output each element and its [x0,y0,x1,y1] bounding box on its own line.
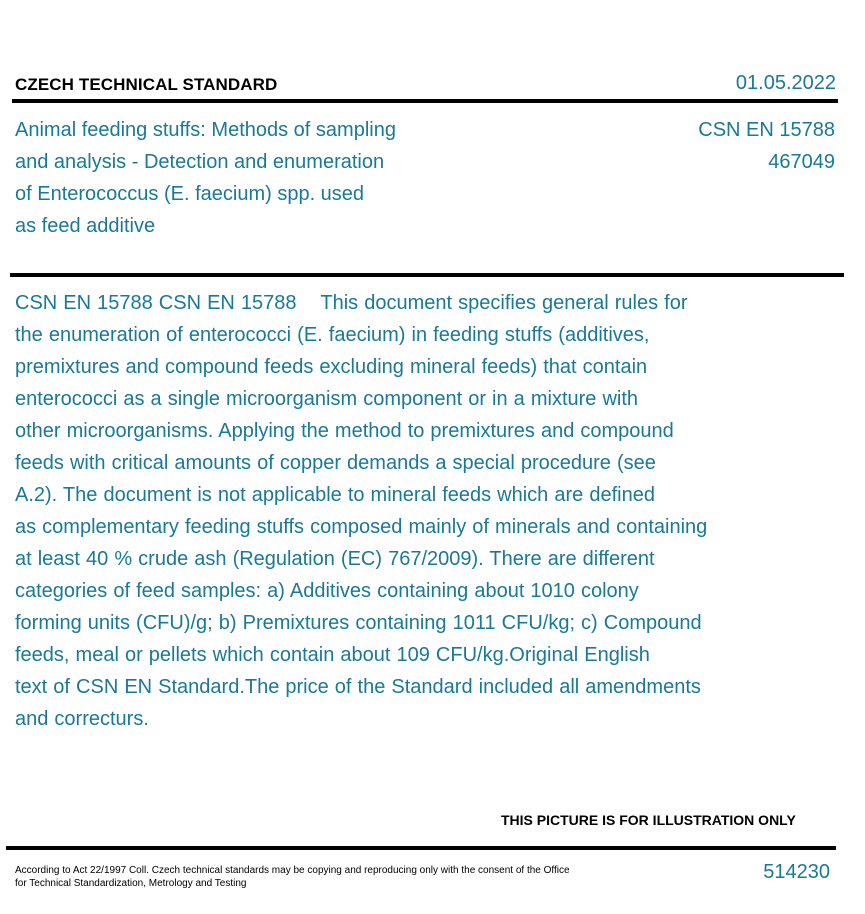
illustration-note: THIS PICTURE IS FOR ILLUSTRATION ONLY [501,812,796,828]
description-line: and correcturs. [15,708,149,730]
standard-title [15,114,485,242]
standard-codes [698,114,835,178]
description-line: feeds, meal or pellets which contain about 109 CFU/kg.Original English [15,644,650,666]
description-line: other microorganisms. Applying the method to premixtures and compound [15,420,674,442]
standard-number: 467049 [768,151,835,173]
description-line: categories of feed samples: a) Additives containing about 1010 colony [15,580,639,602]
title-line: and analysis - Detection and enumeration [15,151,385,173]
description-line: the enumeration of enterococci (E. faecium) in feeding stuffs (additives, [15,324,650,346]
legal-line: According to Act 22/1997 Coll. Czech technical standards may be copying and reproducing only with the consent of the Office [15,865,570,876]
description-line: at least 40 % crude ash (Regulation (EC) 767/2009). There are different [15,548,655,570]
description-line: forming units (CFU)/g; b) Premixtures containing 1011 CFU/kg; c) Compound [15,612,702,634]
legal-notice [15,864,570,890]
top-divider [12,99,838,103]
legal-line: for Technical Standardization, Metrology and Testing [15,878,247,889]
standard-description [15,287,775,735]
description-line: feeds with critical amounts of copper demands a special procedure (see [15,452,656,474]
description-line: CSN EN 15788 CSN EN 15788 This document specifies general rules for [15,292,688,314]
document-type-label: CZECH TECHNICAL STANDARD [15,75,278,94]
middle-divider [10,273,844,277]
title-line: as feed additive [15,215,156,237]
description-line: text of CSN EN Standard.The price of the Standard included all amendments [15,676,701,698]
description-line: premixtures and compound feeds excluding mineral feeds) that contain [15,356,648,378]
publication-date: 01.05.2022 [735,72,836,94]
standard-code: CSN EN 15788 [698,119,835,141]
description-line: enterococci as a single microorganism component or in a mixture with [15,388,639,410]
description-line: as complementary feeding stuffs composed mainly of minerals and containing [15,516,708,538]
bottom-divider [6,846,836,850]
description-line: A.2). The document is not applicable to mineral feeds which are defined [15,484,655,506]
title-line: of Enterococcus (E. faecium) spp. used [15,183,365,205]
catalog-number: 514230 [763,861,830,883]
title-line: Animal feeding stuffs: Methods of sampling [15,119,396,141]
